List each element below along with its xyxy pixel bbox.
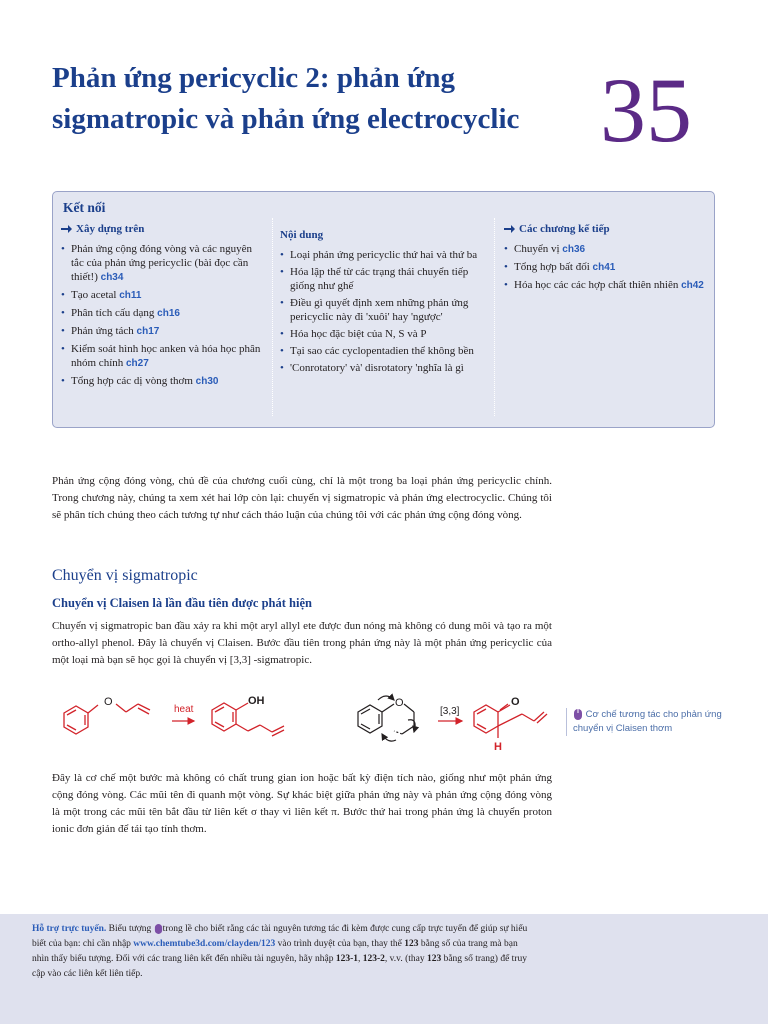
list-item: • Tổng hợp bất đối ch41 <box>504 261 616 273</box>
chapter-link[interactable]: ch11 <box>119 290 142 301</box>
chapter-link[interactable]: ch30 <box>195 376 219 387</box>
footer-text: Hỗ trợ trực tuyến. Biểu tượng trong lề cho biết rằng các tài nguyên tương tác đi kèm được cung cấp trực tuyến để giúp sự hiểu biết của bạn: chỉ cần nhập www.chemtube3d.com/clayden/123 vào trình duyệt của bạn, thay thế 123 bằng số của trang mà bạn nhìn thấy biểu tượng. Đối với các trang liên kết đến nhiều tài nguyên, hãy nhập 123-1, 123-2, v.v. (thay 123 bằng số trang) để truy cập vào các liên kết liên tiếp. <box>32 924 528 979</box>
building-on-heading: Xây dựng trên <box>76 223 145 235</box>
hydrogen-label: H <box>494 741 502 753</box>
chapter-link[interactable]: ch34 <box>100 272 124 283</box>
list-item: • Phản ứng cộng đóng vòng và các nguyên tắc của phản ứng pericyclic (bài đọc cần thiết!) ch34 <box>61 243 253 283</box>
arrow-right-icon <box>61 225 72 233</box>
chapter-link[interactable]: ch27 <box>126 358 149 369</box>
shift-label: [3,3] <box>440 706 460 717</box>
list-item: • 'Conrotatory' và' disrotatory 'nghĩa là gì <box>280 362 464 374</box>
list-item: • Hóa học đặc biệt của N, S và P <box>280 328 427 340</box>
list-item: • Phân tích cấu dạng ch16 <box>61 307 180 319</box>
intro-paragraph: Phản ứng cộng đóng vòng, chủ đề của chương cuối cùng, chỉ là một trong ba loại phản ứng pericyclic chính. Trong chương này, chúng ta xem xét hai lớp còn lại: chuyển vị sigmatropic và phản ứng electrocyclic. Chúng tôi sẽ phân tích chúng theo cách tương tự như cách thảo luận của chúng tôi với các phản ứng cộng đóng vòng. <box>52 475 552 521</box>
list-item: • Loại phản ứng pericyclic thứ hai và thứ ba <box>280 249 478 261</box>
connections-heading: Kết nối <box>63 200 106 215</box>
looking-forward-column <box>504 222 704 296</box>
column-divider <box>494 218 495 416</box>
mouse-icon <box>154 923 163 935</box>
oxygen-label: O <box>104 696 113 708</box>
chapter-link[interactable]: ch42 <box>681 280 704 291</box>
list-item: • Kiểm soát hình học anken và hóa học phân nhóm chính ch27 <box>61 343 261 369</box>
chapter-link[interactable]: ch17 <box>136 326 160 337</box>
hydroxyl-label: OH <box>248 695 265 707</box>
ketone-oxygen-label: O <box>511 696 520 708</box>
chapter-link[interactable]: ch16 <box>157 308 180 319</box>
looking-forward-heading: Các chương kế tiếp <box>519 223 610 235</box>
list-item: • Tổng hợp các dị vòng thơm ch30 <box>61 375 219 387</box>
section-heading: Chuyển vị sigmatropic <box>52 567 198 584</box>
chemtube-link[interactable]: www.chemtube3d.com/clayden/123 <box>133 939 276 949</box>
list-item: • Hóa lập thể từ các trạng thái chuyển tiếp giống như ghế <box>280 266 469 292</box>
list-item: • Điều gì quyết định xem những phản ứng pericyclic này đi 'xuôi' hay 'ngược' <box>280 297 469 323</box>
margin-note-text: Cơ chế tương tác cho phản ứng chuyển vị Claisen thơm <box>573 709 722 735</box>
mouse-icon <box>573 708 583 721</box>
list-item: • Tại sao các cyclopentadien thể không bền <box>280 345 474 357</box>
connections-box <box>52 191 715 428</box>
heat-label: heat <box>174 704 194 715</box>
body-paragraph: Đây là cơ chế một bước mà không có chất trung gian ion hoặc bất kỳ điện tích nào, giống như một phản ứng cộng đóng vòng. Các mũi tên đi quanh một vòng. Sự khác biệt giữa phản ứng này và phản ứng cộng đóng vòng là một trong các mũi tên bắt đầu từ liên kết σ thay vì liên kết π. Bước thứ hai trong phản ứng là chuyển proton ionic đơn giản để tái tạo tính thơm. <box>52 772 552 835</box>
chapter-link[interactable]: ch41 <box>592 262 616 273</box>
claisen-reaction-scheme <box>52 690 552 770</box>
margin-note[interactable] <box>566 708 723 736</box>
building-on-column <box>61 222 266 392</box>
chapter-number: 35 <box>600 59 692 161</box>
list-item: • Chuyển vị ch36 <box>504 243 586 255</box>
chapter-link[interactable]: ch36 <box>562 244 586 255</box>
chapter-title: Phản ứng pericyclic 2: phản ứng sigmatropic và phản ứng electrocyclic <box>52 62 520 135</box>
list-item: • Phản ứng tách ch17 <box>61 325 160 337</box>
arriving-at-column <box>280 228 485 378</box>
oxygen-label: O <box>395 697 404 709</box>
arriving-at-heading: Nội dung <box>280 229 324 241</box>
list-item: • Tạo acetal ch11 <box>61 289 142 301</box>
body-paragraph: Chuyển vị sigmatropic ban đầu xảy ra khi một aryl allyl ete được đun nóng mà không có dung môi và tạo ra một ortho-allyl phenol. Đây là chuyển vị Claisen. Bước đầu tiên trong phản ứng này là một phản ứng pericyclic của một loại mà bạn sẽ học gọi là chuyển vị [3,3] -sigmatropic. <box>52 620 552 666</box>
subsection-heading: Chuyển vị Claisen là lần đầu tiên được phát hiện <box>52 596 312 610</box>
column-divider <box>272 218 273 416</box>
list-item: • Hóa học các các hợp chất thiên nhiên ch42 <box>504 279 704 291</box>
arrow-right-icon <box>504 225 515 233</box>
online-support-footer <box>0 914 768 1024</box>
